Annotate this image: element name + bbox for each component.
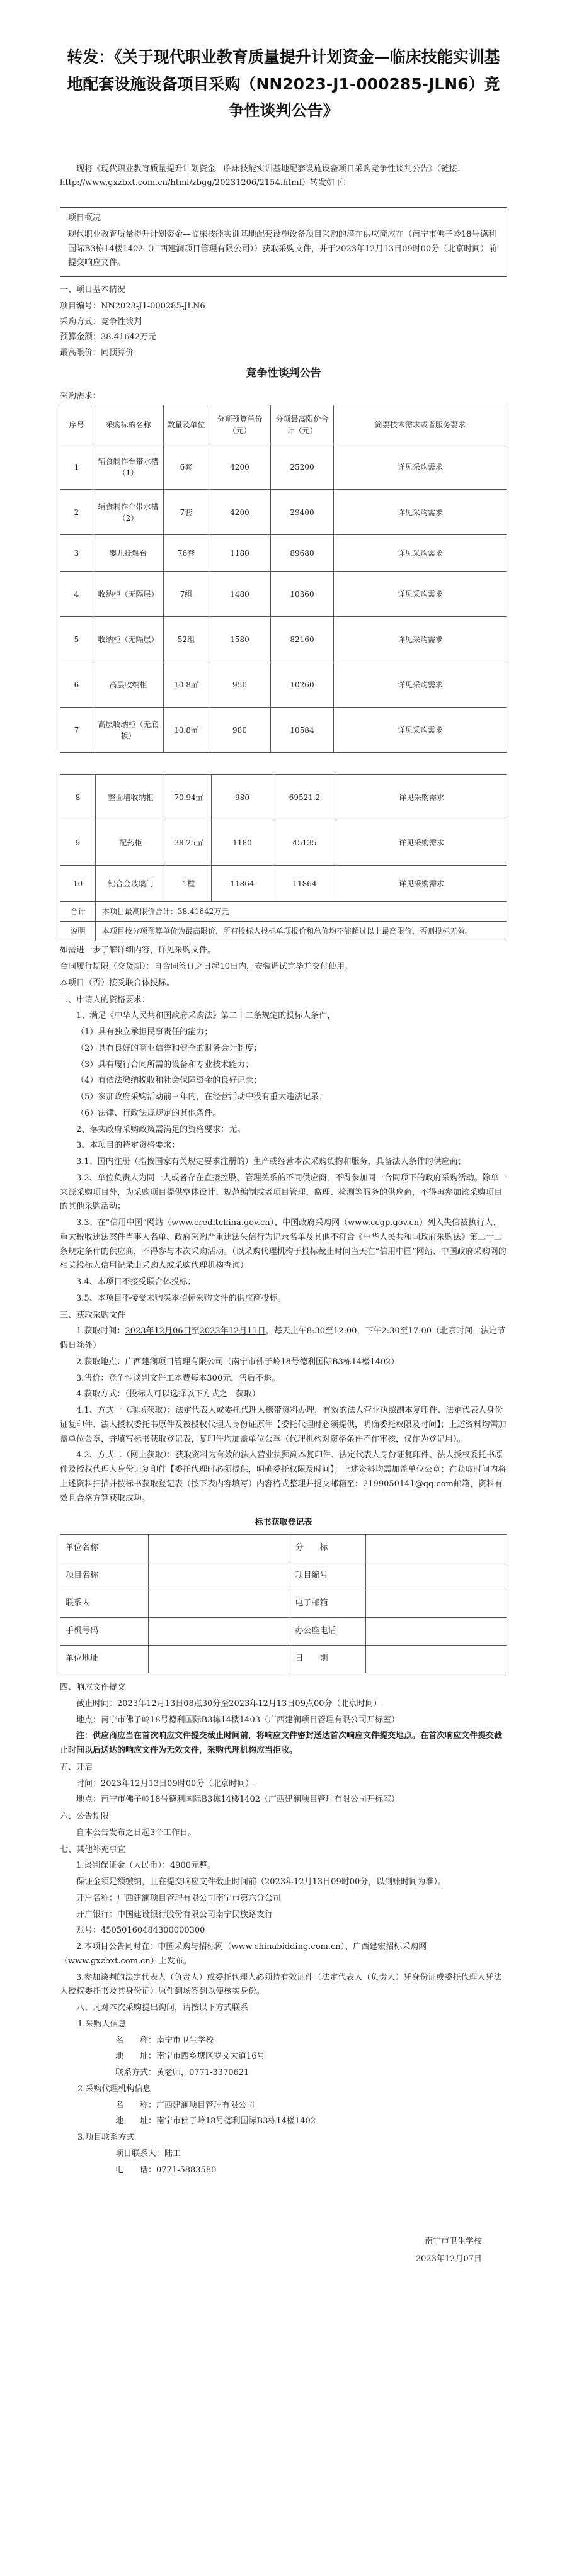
registration-form-title: 标书获取登记表: [255, 1518, 312, 1528]
procurement-method: 采购方式：竞争性谈判: [60, 317, 142, 327]
reg-label: 日 期: [290, 1646, 365, 1673]
cell-requirement: 详见采购需求: [334, 708, 507, 753]
cell-requirement: 详见采购需求: [334, 444, 507, 490]
cell-unit-price: 1180: [209, 535, 271, 572]
reg-value: [149, 1618, 290, 1646]
cell-unit-price: 4200: [209, 444, 271, 490]
cell-name: 收纳柜（无隔层）: [93, 572, 164, 617]
project-contact-phone: 电 话：0771-5883580: [115, 2165, 217, 2175]
acquire-way-2: 4.2、方式二（网上获取）：获取资料为有效的法人营业执照副本复印件、法定代表人身份证复印件、法人授权委托书原件及授权代理人身份证复印件【委托代理时必须提供，明确委托权限及时间】；上述资料均需加盖单位公章；在获取时间内将上述资料扫描并按标书获取登记表（按下表内容填写）内容格式整理并提交邮箱至：2199050141@qq.com邮箱，资料有效且合格方算获取成功。: [60, 1450, 507, 1503]
acquire-time-prefix: 1.获取时间：: [76, 1326, 125, 1336]
period-text: 自本公告发布之日起3个工作日。: [76, 1827, 197, 1838]
table-row: [60, 535, 507, 572]
col-header-total: 分项最高限价合计（元）: [271, 405, 334, 444]
cell-total: 11864: [273, 866, 336, 902]
table-total-row: [60, 902, 507, 922]
opening-time: [60, 1777, 507, 1792]
period-heading: 六、公告期限: [60, 1812, 110, 1821]
period-section: [60, 1810, 507, 1841]
cell-qty: 52组: [164, 617, 209, 662]
submit-deadline-prefix: 截止时间：: [76, 1698, 118, 1709]
acquire-section: [60, 1309, 507, 1506]
cell-total: 10260: [271, 662, 334, 708]
signoff-org: 南宁市卫生学校: [424, 2237, 482, 2247]
demand-label: 采购需求：: [60, 391, 101, 401]
qualification-line: 3、本项目的特定资格要求：: [76, 1141, 180, 1151]
cell-name: 配药柜: [96, 820, 166, 866]
cell-requirement: 详见采购需求: [336, 820, 507, 866]
cell-qty: 6套: [164, 444, 209, 490]
registration-form-table: [60, 1534, 507, 1673]
after-table-line: 如需进一步了解详细内容，详见采购文件。: [60, 946, 216, 956]
after-table-line: 本项目（否）接受联合体投标。: [60, 978, 175, 988]
cell-requirement: 详见采购需求: [334, 662, 507, 708]
cell-qty: 38.25㎡: [166, 820, 212, 866]
account-number: 账号：45050160484300000300: [76, 1926, 205, 1936]
acquire-method: 4.获取方式：（投标人可以选择以下方式之一获取）: [76, 1389, 260, 1399]
table-page-break: [60, 753, 507, 774]
opening-time-prefix: 时间：: [76, 1778, 101, 1788]
registration-row: [60, 1562, 507, 1590]
cell-no: 2: [60, 490, 93, 535]
reg-value: [365, 1590, 507, 1618]
cell-qty: 10.8㎡: [164, 662, 209, 708]
buyer-name: 名 称：南宁市卫生学校: [115, 2035, 214, 2045]
after-table-notes: [60, 944, 507, 990]
opening-time-value: 2023年12月13日09时00分（北京时间）: [101, 1778, 254, 1788]
cell-requirement: 详见采购需求: [334, 572, 507, 617]
reg-value: [365, 1618, 507, 1646]
reg-label: 单位名称: [60, 1535, 149, 1562]
cell-requirement: 详见采购需求: [334, 490, 507, 535]
acquire-time: [60, 1325, 507, 1353]
note-label: 说明: [60, 922, 96, 941]
table-row: [60, 775, 507, 820]
qualification-line: 3.5、本项目不接受未购买本招标采购文件的供应商投标。: [76, 1293, 286, 1303]
signoff-date: 2023年12月07日: [415, 2254, 482, 2264]
cell-requirement: 详见采购需求: [336, 775, 507, 820]
cell-qty: 10.8㎡: [164, 708, 209, 753]
acquire-place: 2.获取地点：广西建澜项目管理有限公司（南宁市佛子岭18号德利国际B3栋14楼1402）: [76, 1357, 399, 1367]
acquire-way-1: 4.1、方式一（现场获取）：法定代表人或委托代理人携带资料办理，有效的法人营业执照副本复印件、法定代表人身份证复印件、法人授权委托书原件及被授权代理人身份证原件【委托代理时必须提供，明确委托权限及时间】；上述资料均需加盖单位公章，并填写标书获取登记表，复印件均加盖单位公章（代理机构对资格条件不作审核，仅作为登记用）。: [60, 1406, 507, 1444]
deposit-deadline-prefix: 保证金须足额缴纳，且在提交响应文件截止时间前（: [76, 1877, 265, 1887]
acquire-time-start: 2023年12月06日: [125, 1326, 192, 1336]
cell-unit-price: 4200: [209, 490, 271, 535]
cell-no: 7: [60, 708, 93, 753]
cell-no: 8: [60, 775, 96, 820]
registration-row: [60, 1646, 507, 1673]
total-label: 合计: [60, 902, 96, 922]
cell-unit-price: 1180: [212, 820, 273, 866]
basic-heading: 一、项目基本情况: [60, 285, 126, 295]
acquire-time-end: 2023年12月11日: [199, 1326, 266, 1336]
cell-name: 铝合金玻璃门: [96, 866, 166, 902]
table-row: [60, 572, 507, 617]
opening-heading: 五、开启: [60, 1762, 93, 1772]
deposit-amount: 1.谈判保证金（人民币）：4900元整。: [76, 1861, 215, 1871]
cell-name: 收纳柜（无隔层）: [93, 617, 164, 662]
reg-label: 单位地址: [60, 1646, 149, 1673]
cell-requirement: 详见采购需求: [334, 535, 507, 572]
reg-label: 分 标: [290, 1535, 365, 1562]
note-text: 本项目按分项预算单价为最高限价，所有投标人投标单项报价和总价均不能超过以上最高限价，否则投标无效。: [96, 922, 507, 941]
publish-sites: 2.本项目公告同时在：中国采购与招标网（www.chinabidding.com.cn）、广西建宏招标采购网（www.gxzbxt.com.cn）上发布。: [60, 1942, 427, 1966]
cell-total: 29400: [271, 490, 334, 535]
cell-name: 高层收纳柜: [93, 662, 164, 708]
cell-name: 整面墙收纳柜: [96, 775, 166, 820]
reg-value: [149, 1590, 290, 1618]
table-row: [60, 444, 507, 490]
table-body-part2: [60, 775, 507, 941]
reg-value: [149, 1562, 290, 1590]
reg-value: [365, 1535, 507, 1562]
cell-no: 10: [60, 866, 96, 902]
qualification-line: 3.3、在“信用中国”网站（www.creditchina.gov.cn）、中国政府采购网（www.ccgp.gov.cn）列入失信被执行人、重大税收违法案件当事人名单、政府采购严重违法失信行为记录名单及其他不符合《中华人民共和国政府采购法》第二十二条规定条件的供应商，不得参与本次采购活动。（以采购代理机构于投标截止时间当天在“信用中国”网站、中国政府采购网的相关投标人信用记录由采购人或采购代理机构查询）: [60, 1218, 507, 1271]
submit-warning: 注：供应商应当在首次响应文件提交截止时间前，将响应文件密封送达首次响应文件提交地点。在首次响应文件提交截止时间以后送达的响应文件为无效文件，采购代理机构应当拒收。: [60, 1731, 503, 1755]
qualification-item: （1）具有独立承担民事责任的能力；: [76, 1027, 213, 1037]
table-body-part1: [60, 444, 507, 753]
reg-label: 电子邮箱: [290, 1590, 365, 1618]
buyer-heading: 1.采购人信息: [77, 2019, 127, 2029]
cell-qty: 1樘: [166, 866, 212, 902]
submit-deadline: [60, 1697, 507, 1712]
reg-label: 办公座电话: [290, 1618, 365, 1646]
cell-no: 6: [60, 662, 93, 708]
qualification-line: 3.2、单位负责人为同一人或者存在直接控股、管理关系的不同供应商，不得参加同一合同项下的政府采购活动。除单一来源采购项目外，为采购项目提供整体设计、规范编制或者项目管理、监理、检测等服务的供应商，不得再参加该采购项目的其他采购活动；: [60, 1173, 507, 1212]
cell-total: 45135: [273, 820, 336, 866]
overview-box: [60, 207, 507, 277]
cell-total: 10360: [271, 572, 334, 617]
qualification-item: （5）参加政府采购活动前三年内，在经营活动中没有重大违法记录；: [76, 1092, 328, 1102]
agent-name: 名 称：广西建澜项目管理有限公司: [115, 2100, 255, 2110]
cell-total: 10584: [271, 708, 334, 753]
other-heading: 七、其他补充事宜: [60, 1844, 126, 1855]
reg-value: [149, 1535, 290, 1562]
col-header-unit-price: 分项预算单价（元）: [209, 405, 271, 444]
qualification-section: [60, 993, 507, 1306]
other-section: [60, 1843, 507, 2178]
cell-qty: 7组: [164, 572, 209, 617]
project-number: 项目编号：NN2023-J1-000285-JLN6: [60, 301, 205, 311]
cell-total: 69521.2: [273, 775, 336, 820]
cell-unit-price: 11864: [212, 866, 273, 902]
submit-section: [60, 1681, 507, 1758]
page-title: 转发：《关于现代职业教育质量提升计划资金—临床技能实训基地配套设施设备项目采购（NN2023-J1-000285-JLN6）竞争性谈判公告》: [67, 48, 500, 120]
registration-row: [60, 1535, 507, 1562]
qualification-item: （2）具有良好的商业信誉和健全的财务会计制度；: [76, 1043, 262, 1053]
intro-paragraph: 现将《现代职业教育质量提升计划资金—临床技能实训基地配套设施设备项目采购竞争性谈判公告》（链接：http://www.gxzbxt.com.cn/html/zbgg/20231206/2154.html）转发如下：: [60, 164, 466, 188]
cell-name: 辅食制作台带水槽（2）: [93, 490, 164, 535]
project-contact-heading: 3.项目联系方式: [77, 2133, 135, 2142]
cell-qty: 7套: [164, 490, 209, 535]
items-table-continued: [60, 774, 507, 941]
table-row: [60, 662, 507, 708]
reg-label: 项目名称: [60, 1562, 149, 1590]
total-text: 本项目最高限价合计：38.41642万元: [96, 902, 507, 922]
col-header-no: 序号: [60, 405, 93, 444]
budget-amount: 预算金额：38.41642万元: [60, 332, 157, 342]
reg-value: [149, 1646, 290, 1673]
submit-deadline-value: 2023年12月13日08点30分至2023年12月13日09点00分（北京时间）: [117, 1698, 382, 1709]
cell-unit-price: 1480: [209, 572, 271, 617]
cell-total: 25200: [271, 444, 334, 490]
qualification-line: 1、满足《中华人民共和国政府采购法》第二十二条规定的投标人条件，: [76, 1011, 336, 1021]
overview-heading: 项目概况: [68, 213, 101, 223]
acquire-price: 3.售价：竞争性谈判文件工本费每本300元，售后不退。: [76, 1373, 280, 1383]
cell-qty: 76套: [164, 535, 209, 572]
qualification-heading: 二、申请人的资格要求：: [60, 995, 151, 1005]
qualification-line: 3.1、国内注册（指按国家有关规定要求注册的）生产或经营本次采购货物和服务，具备法人条件的供应商；: [76, 1157, 466, 1167]
opening-place: 地点：南宁市佛子岭18号德利国际B3栋14楼1402（广西建澜项目管理有限公司开标室）: [76, 1795, 399, 1805]
reg-label: 联系人: [60, 1590, 149, 1618]
project-contact-person: 项目联系人：陆工: [115, 2149, 181, 2159]
deposit-deadline-value: 2023年12月13日09时00分: [265, 1877, 369, 1887]
max-price: 最高限价：同预算价: [60, 348, 134, 358]
reg-value: [365, 1646, 507, 1673]
table-row: [60, 617, 507, 662]
cell-unit-price: 980: [209, 708, 271, 753]
col-header-requirement: 简要技术需求或者服务要求: [334, 405, 507, 444]
opening-section: [60, 1761, 507, 1807]
agent-heading: 2.采购代理机构信息: [77, 2084, 151, 2094]
table-note-row: [60, 922, 507, 941]
cell-unit-price: 950: [209, 662, 271, 708]
acquire-time-suffix: ，每天上午8:30至12:00，下午2:30至17:00（北京时间，法定节假日除外）: [60, 1326, 506, 1350]
table-row: [60, 490, 507, 535]
acquire-time-to: 至: [191, 1326, 200, 1336]
cell-requirement: 详见采购需求: [334, 617, 507, 662]
items-table: [60, 405, 507, 753]
buyer-contact: 联系方式：黄老师，0771-3370621: [115, 2068, 249, 2077]
cell-no: 5: [60, 617, 93, 662]
col-header-name: 采购标的名称: [93, 405, 164, 444]
deposit-deadline-suffix: ，以到账时间为准）。: [368, 1877, 446, 1887]
buyer-address: 地 址：南宁市西乡塘区罗文大道16号: [115, 2052, 265, 2062]
cell-requirement: 详见采购需求: [336, 866, 507, 902]
submit-heading: 四、响应文件提交: [60, 1683, 126, 1692]
contact-block: [60, 2018, 507, 2178]
table-row: [60, 708, 507, 753]
cell-qty: 70.94㎡: [166, 775, 212, 820]
col-header-qty: 数量及单位: [164, 405, 209, 444]
table-header-row: [60, 405, 507, 444]
cell-unit-price: 980: [212, 775, 273, 820]
table-row: [60, 820, 507, 866]
qualification-item: （4）有依法缴纳税收和社会保障资金的良好记录；: [76, 1076, 262, 1086]
qualification-line: 2、落实政府采购政策需满足的资格要求：无。: [76, 1124, 246, 1134]
account-bank: 开户银行：中国建设银行股份有限公司南宁民族路支行: [76, 1909, 273, 1919]
notice-title: 竞争性谈判公告: [246, 366, 321, 380]
qualification-line: 3.4、本项目不接受联合体投标；: [76, 1277, 196, 1287]
contact-heading: 八、凡对本次采购提出询问，请按以下方式联系: [76, 2003, 249, 2013]
reg-label: 项目编号: [290, 1562, 365, 1590]
agent-address: 地 址：南宁市佛子岭18号德利国际B3栋14楼1402: [115, 2116, 316, 2127]
cell-total: 82160: [271, 617, 334, 662]
cell-unit-price: 1580: [209, 617, 271, 662]
agent-rule: 3.参加谈判的法定代表人（负责人）或委托代理人必须持有效证件（法定代表人（负责人）凭身份证或委托代理人凭法人授权委托书及其身份证）原件到场签到以便核实身份。: [60, 1972, 502, 1997]
submit-place: 地点：南宁市佛子岭18号德利国际B3栋14楼1403（广西建澜项目管理有限公司开标室）: [76, 1715, 399, 1725]
cell-total: 89680: [271, 535, 334, 572]
cell-name: 婴儿抚触台: [93, 535, 164, 572]
account-name: 开户名称：广西建澜项目管理有限公司南宁市第六分公司: [76, 1893, 282, 1903]
table-row: [60, 866, 507, 902]
after-table-line: 合同履行期限（交货期）：自合同签订之日起10日内，安装调试完毕并交付使用。: [60, 962, 353, 971]
deposit-deadline: [60, 1875, 507, 1890]
registration-row: [60, 1618, 507, 1646]
reg-label: 手机号码: [60, 1618, 149, 1646]
registration-row: [60, 1590, 507, 1618]
cell-no: 4: [60, 572, 93, 617]
cell-no: 3: [60, 535, 93, 572]
cell-name: 辅食制作台带水槽（1）: [93, 444, 164, 490]
cell-no: 9: [60, 820, 96, 866]
signoff: [60, 2234, 507, 2267]
qualification-item: （6）法律、行政法规规定的其他条件。: [76, 1108, 221, 1118]
qualification-item: （3）具有履行合同所需的设备和专业技术能力；: [76, 1059, 254, 1070]
acquire-heading: 三、获取采购文件: [60, 1310, 126, 1320]
reg-value: [365, 1562, 507, 1590]
overview-text: 现代职业教育质量提升计划资金—临床技能实训基地配套设施设备项目采购的潜在供应商应在（南宁市佛子岭18号德利国际B3栋14楼1402（广西建澜项目管理有限公司））获取采购文件，并于2023年12月13日09时00分（北京时间）前提交响应文件。: [68, 229, 497, 268]
cell-no: 1: [60, 444, 93, 490]
cell-name: 高层收纳柜（无底板）: [93, 708, 164, 753]
